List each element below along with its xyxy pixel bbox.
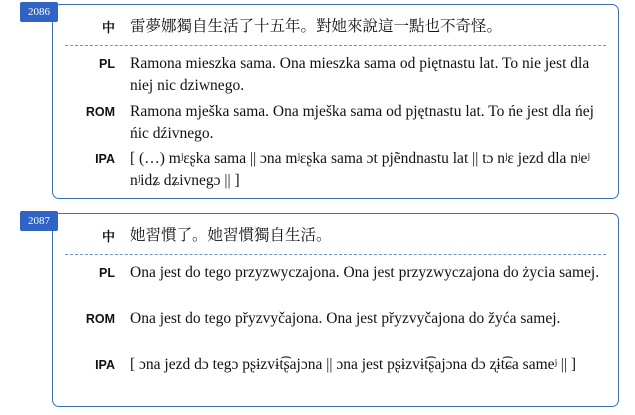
- romanization-sentence: Ona jest do tego přyzvyčajona. Ona jest přyzvyčajona do žyća samej.: [130, 310, 561, 327]
- entry-number-badge: 2087: [20, 211, 58, 231]
- polish-sentence: Ona jest do tego przyzwyczajona. Ona jest przyzwyczajona do życia samej.: [130, 264, 600, 281]
- entry-number-badge: 2086: [20, 2, 58, 22]
- entry-card-2087: [52, 213, 619, 407]
- divider: [65, 254, 606, 255]
- lang-label-pl: PL: [99, 266, 115, 280]
- lang-label-rom: ROM: [85, 105, 115, 119]
- lang-label-ipa: IPA: [95, 358, 115, 372]
- polish-sentence: Ramona mieszka sama. Ona mieszka sama od piętnastu lat. To nie jest dla niej nic dziwnego.: [130, 55, 590, 94]
- ipa-transcription: [ ɔna jezd dɔ tegɔ pʂɨzvɨt͡ʂajɔna || ɔna jest pʂɨzvɨt͡ʂajɔna dɔ ʐɨt͡ɕa sameʲ || ]: [130, 356, 577, 373]
- ipa-transcription: [ (…) mʲɛʂka sama || ɔna mʲɛʂka sama ɔt pjẽndnastu lat || tɔ nʲɛ jezd dla nʲeʲ nʲidʑ dʑivnegɔ || ]: [130, 150, 590, 189]
- lang-label-zh: 中: [101, 230, 115, 245]
- chinese-sentence: 雷夢娜獨自生活了十五年。對她來說這一點也不奇怪。: [130, 17, 503, 35]
- romanization-sentence: Ramona mješka sama. Ona mješka sama od pjętnastu lat. To ńe jest dla ńej ńic dźivnego.: [130, 103, 594, 142]
- chinese-sentence: 她習慣了。她習慣獨自生活。: [130, 226, 332, 244]
- divider: [65, 45, 606, 46]
- lang-label-ipa: IPA: [95, 152, 115, 166]
- lang-label-zh: 中: [101, 21, 115, 36]
- lang-label-pl: PL: [99, 57, 115, 71]
- lang-label-rom: ROM: [85, 312, 115, 326]
- entry-card-2086: [52, 4, 619, 199]
